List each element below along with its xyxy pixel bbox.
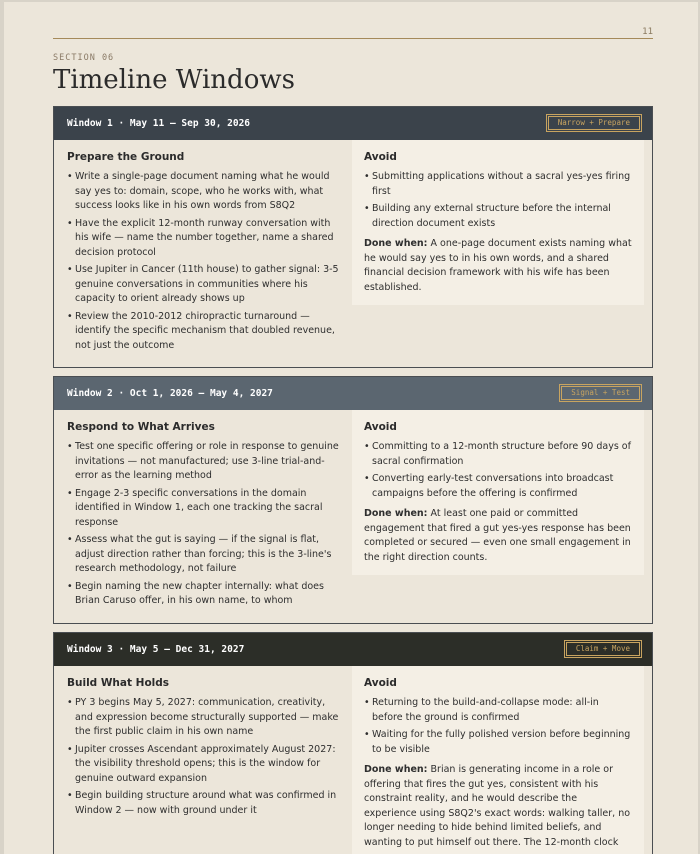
done-text: At least one paid or committed engagement that fired a gut yes-yes response has been completed or secured — even one small engagement in the right direction counts.	[364, 508, 631, 563]
window-2-header	[54, 377, 652, 410]
top-rule	[53, 38, 653, 39]
window-3-avoid-panel	[352, 666, 644, 854]
window-1-header	[54, 107, 652, 140]
window-2-title: Window 2 · Oct 1, 2026 — May 4, 2027	[67, 388, 273, 399]
window-1-badge: Narrow + Prepare	[548, 116, 640, 130]
window-1-done-when	[364, 237, 632, 295]
done-text: A one-page document exists naming what he would say yes to in his own words, and a shared financial decision framework with his wife has been established.	[364, 238, 632, 293]
window-2-avoid-heading: Avoid	[364, 421, 397, 433]
list-item: • Waiting for the fully polished version before beginning to be visible	[364, 728, 632, 757]
window-1-avoid-list	[364, 170, 632, 231]
list-item: • Converting early-test conversations into broadcast campaigns before the offering is confirmed	[364, 472, 632, 501]
window-3-left-column	[67, 677, 342, 821]
window-3-avoid-heading: Avoid	[364, 677, 397, 689]
done-label: Done when:	[364, 764, 428, 775]
list-item: • Write a single-page document naming what he would say yes to: domain, scope, who he works with, what success looks like in his own words from S8Q2	[67, 170, 342, 214]
page-title: Timeline Windows	[53, 65, 295, 95]
done-label: Done when:	[364, 508, 428, 519]
list-item: • Returning to the build-and-collapse mode: all-in before the ground is confirmed	[364, 696, 632, 725]
window-1-title: Window 1 · May 11 — Sep 30, 2026	[67, 118, 251, 129]
window-2-card	[53, 376, 653, 624]
window-2-avoid-list	[364, 440, 632, 501]
list-item: • Test one specific offering or role in response to genuine invitations — not manufactured; use 3-line trial-and-error as the learning method	[67, 440, 342, 484]
window-3-done-when	[364, 763, 632, 850]
window-2-done-when	[364, 507, 632, 565]
list-item: • Building any external structure before the internal direction document exists	[364, 202, 632, 231]
document-page	[4, 2, 698, 854]
list-item: • Engage 2-3 specific conversations in the domain identified in Window 1, each one tracking the sacral response	[67, 487, 342, 531]
window-1-left-column	[67, 151, 342, 356]
window-2-left-column	[67, 421, 342, 612]
window-2-avoid-panel	[352, 410, 644, 575]
done-label: Done when:	[364, 238, 428, 249]
window-1-avoid-panel	[352, 140, 644, 305]
window-1-left-heading: Prepare the Ground	[67, 151, 185, 163]
list-item: • Use Jupiter in Cancer (11th house) to gather signal: 3-5 genuine conversations in communities where his capacity to orient already shows up	[67, 263, 342, 307]
window-3-card	[53, 632, 653, 854]
window-1-avoid-heading: Avoid	[364, 151, 397, 163]
list-item: • Committing to a 12-month structure before 90 days of sacral confirmation	[364, 440, 632, 469]
window-1-task-list	[67, 170, 342, 353]
window-2-task-list	[67, 440, 342, 609]
list-item: • Assess what the gut is saying — if the signal is flat, adjust direction rather than forcing; this is the 3-line's research methodology, not failure	[67, 533, 342, 577]
list-item: • Have the explicit 12-month runway conversation with his wife — name the number together, name a shared decision protocol	[67, 217, 342, 261]
window-3-left-heading: Build What Holds	[67, 677, 170, 689]
list-item: • Jupiter crosses Ascendant approximately August 2027: the visibility threshold opens; this is the window for genuine outward expansion	[67, 743, 342, 787]
window-1-card	[53, 106, 653, 368]
list-item: • Review the 2010-2012 chiropractic turnaround — identify the specific mechanism that doubled revenue, not just the outcome	[67, 310, 342, 354]
list-item: • Submitting applications without a sacral yes-yes firing first	[364, 170, 632, 199]
window-3-avoid-list	[364, 696, 632, 757]
done-text: Brian is generating income in a role or offering that fires the gut yes, consistent with his constraint reality, and he would describe the experience using S8Q2's exact words: walking taller, no longer needing to hide behind limited beliefs, and wanting to put himself out there. The 12-month clock	[364, 764, 631, 848]
window-2-badge: Signal + Test	[561, 386, 640, 400]
window-2-left-heading: Respond to What Arrives	[67, 421, 215, 433]
list-item: • Begin naming the new chapter internally: what does Brian Caruso offer, in his own name, to whom	[67, 580, 342, 609]
list-item: • Begin building structure around what was confirmed in Window 2 — now with ground under it	[67, 789, 342, 818]
page-number: 11	[642, 27, 653, 37]
window-3-badge: Claim + Move	[566, 642, 640, 656]
window-3-title: Window 3 · May 5 — Dec 31, 2027	[67, 644, 245, 655]
window-3-task-list	[67, 696, 342, 818]
list-item: • PY 3 begins May 5, 2027: communication, creativity, and expression become structurally supported — make the first public claim in his own name	[67, 696, 342, 740]
window-3-header	[54, 633, 652, 666]
section-label: SECTION 06	[53, 53, 115, 63]
